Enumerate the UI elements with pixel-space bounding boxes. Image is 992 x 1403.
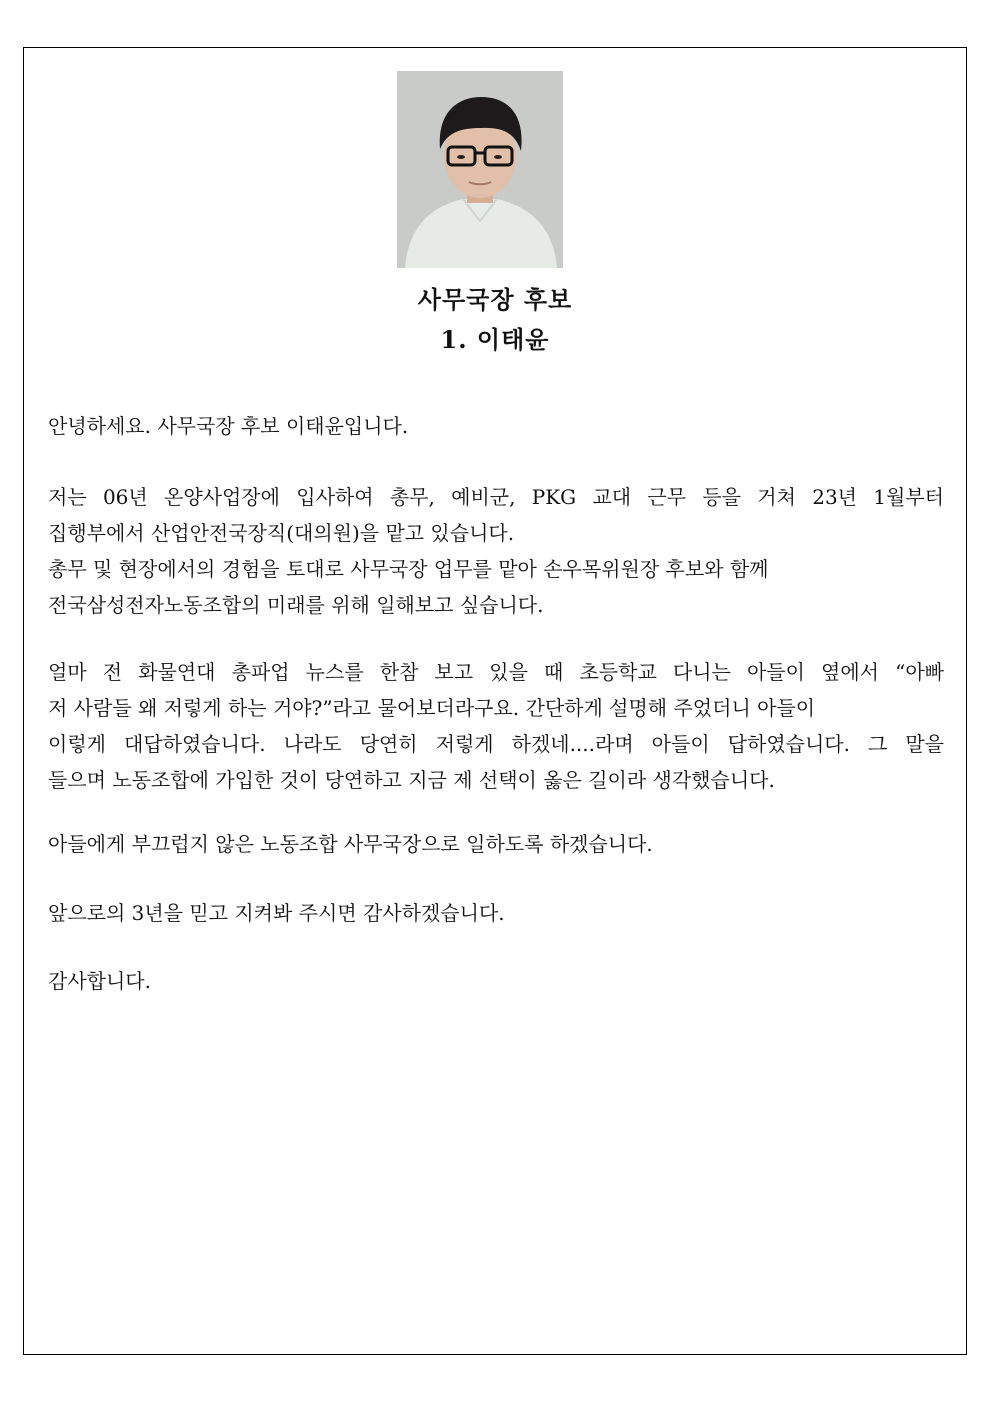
paragraph-line: 감사합니다. <box>48 969 151 993</box>
paragraph-pledge <box>48 826 944 862</box>
paragraph-line: 집행부에서 산업안전국장직(대의원)을 맡고 있습니다. <box>48 521 515 545</box>
paragraph-closing <box>48 963 944 999</box>
paragraph-line: 안녕하세요. 사무국장 후보 이태윤입니다. <box>48 414 409 438</box>
paragraph-line: 들으며 노동조합에 가입한 것이 당연하고 지금 제 선택이 옳은 길이라 생각했습니다. <box>48 768 775 792</box>
paragraph-line: 저 사람들 왜 저렇게 하는 거야?”라고 물어보더라구요. 간단하게 설명해 주었더니 아들이 <box>48 696 816 720</box>
page-frame <box>23 47 967 1355</box>
paragraph-line: 총무 및 현장에서의 경험을 토대로 사무국장 업무를 맡아 손우목위원장 후보와 함께 <box>48 557 769 581</box>
paragraph-line: 앞으로의 3년을 믿고 지켜봐 주시면 감사하겠습니다. <box>48 901 505 925</box>
paragraph-greeting <box>48 408 944 444</box>
paragraph-line: 이렇게 대답하였습니다. 나라도 당연히 저렇게 하겠네....라며 아들이 답하였습니다. 그 말을 <box>48 732 944 756</box>
paragraph-story <box>48 654 944 798</box>
paragraph-line: 전국삼성전자노동조합의 미래를 위해 일해보고 싶습니다. <box>48 593 544 617</box>
paragraph-request <box>48 895 944 931</box>
candidate-portrait-photo <box>397 71 563 268</box>
paragraph-line: 아들에게 부끄럽지 않은 노동조합 사무국장으로 일하도록 하겠습니다. <box>48 832 653 856</box>
right-eye <box>494 155 502 159</box>
left-eye <box>457 155 465 159</box>
candidate-role-title: 사무국장 후보 <box>417 285 573 314</box>
paragraph-career <box>48 479 944 623</box>
candidate-name: 1. 이태윤 <box>440 325 550 354</box>
paragraph-line: 얼마 전 화물연대 총파업 뉴스를 한참 보고 있을 때 초등학교 다니는 아들이 옆에서 “아빠 <box>48 660 944 684</box>
paragraph-line: 저는 06년 온양사업장에 입사하여 총무, 예비군, PKG 교대 근무 등을 거쳐 23년 1월부터 <box>48 485 944 509</box>
candidate-portrait-icon <box>397 71 563 268</box>
